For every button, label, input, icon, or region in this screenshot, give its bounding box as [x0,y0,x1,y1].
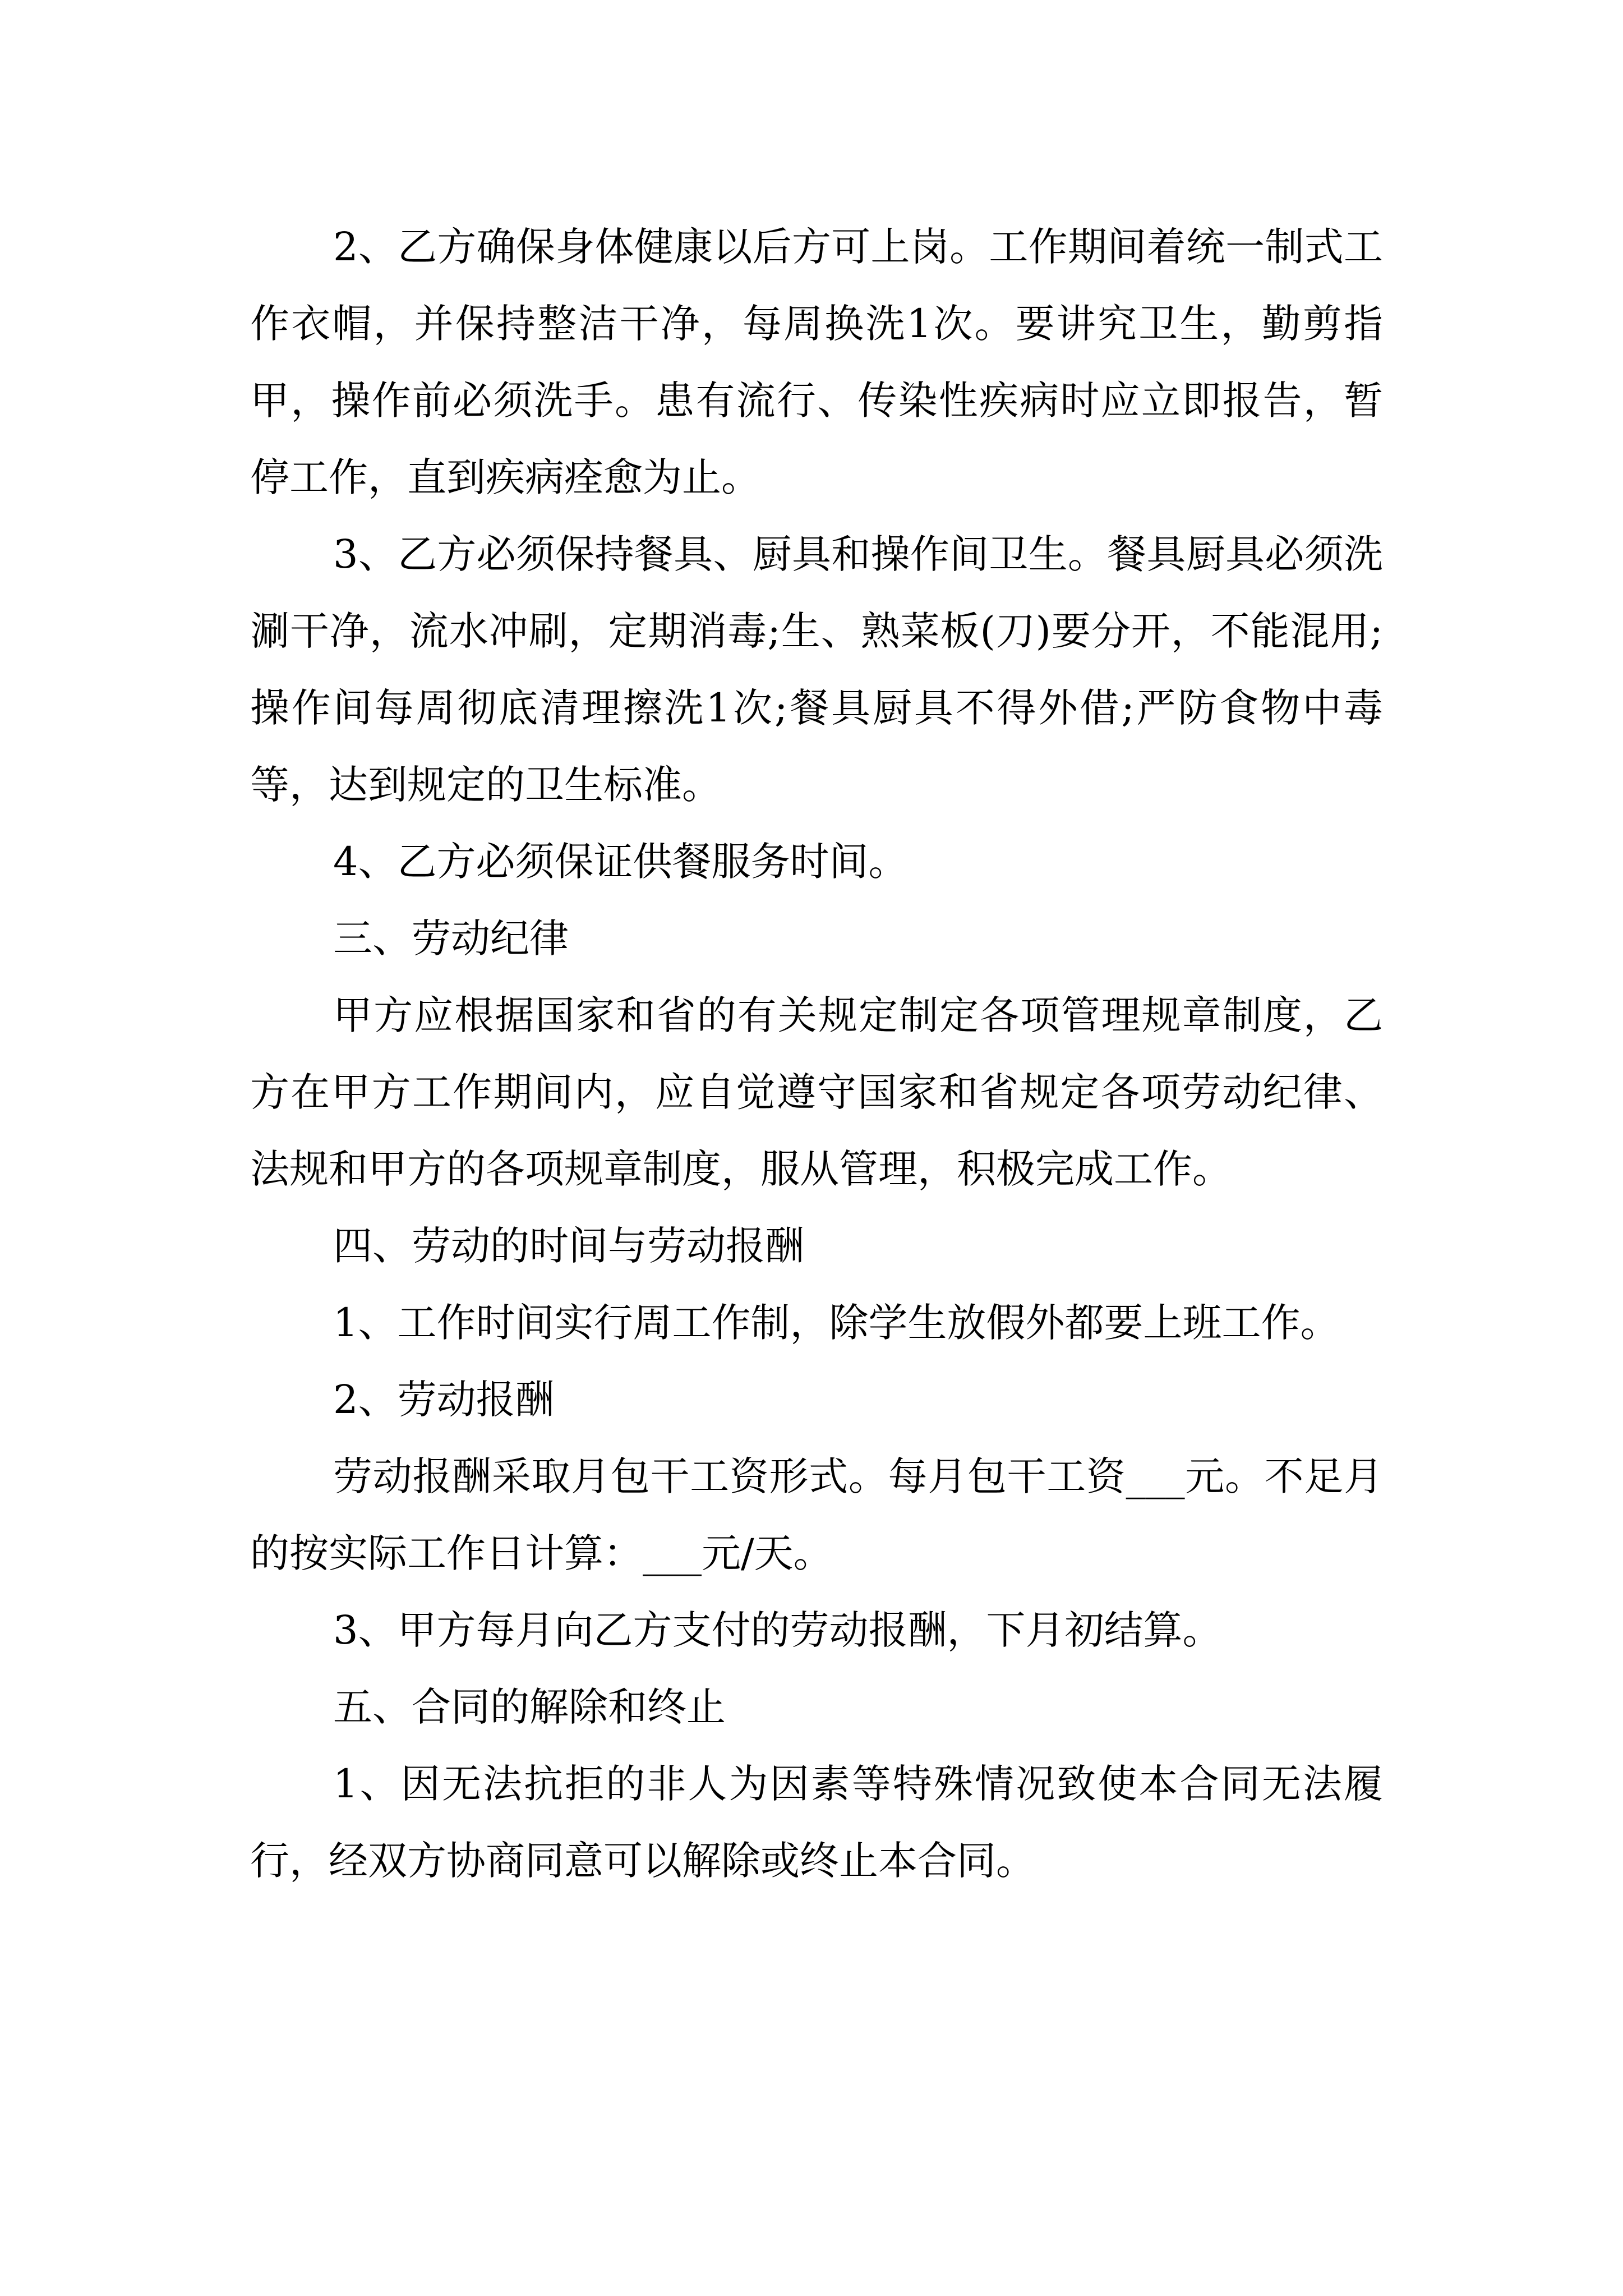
paragraph-labor-discipline: 甲方应根据国家和省的有关规定制定各项管理规章制度，乙方在甲方工作期间内，应自觉遵守国家和省规定各项劳动纪律、法规和甲方的各项规章制度，服从管理，积极完成工作。 [250,992,1383,1192]
paragraph-working-time: 1、工作时间实行周工作制，除学生放假外都要上班工作。 [333,1300,1340,1346]
section-heading-termination: 五、合同的解除和终止 [333,1684,726,1730]
document-page [250,209,1383,1899]
subheading-labor-pay: 2、劳动报酬 [333,1377,555,1423]
paragraph-hygiene-health: 2、乙方确保身体健康以后方可上岗。工作期间着统一制式工作衣帽，并保持整洁干净，每周换洗1次。要讲究卫生，勤剪指甲，操作前必须洗手。患有流行、传染性疾病时应立即报告，暂停工作，直到疾病痊愈为止。 [250,224,1383,500]
section-heading-labor-discipline: 三、劳动纪律 [333,915,569,961]
paragraph-pay-settlement: 3、甲方每月向乙方支付的劳动报酬，下月初结算。 [333,1607,1222,1653]
section-heading-time-and-pay: 四、劳动的时间与劳动报酬 [333,1223,804,1269]
paragraph-service-time: 4、乙方必须保证供餐服务时间。 [333,839,908,885]
paragraph-hygiene-utensils: 3、乙方必须保持餐具、厨具和操作间卫生。餐具厨具必须洗涮干净，流水冲刷，定期消毒;生、熟菜板(刀)要分开，不能混用;操作间每周彻底清理擦洗1次;餐具厨具不得外借;严防食物中毒等，达到规定的卫生标准。 [250,531,1383,808]
paragraph-pay-form: 劳动报酬采取月包干工资形式。每月包干工资___元。不足月的按实际工作日计算：___元/天。 [250,1453,1383,1576]
paragraph-termination-force-majeure: 1、因无法抗拒的非人为因素等特殊情况致使本合同无法履行，经双方协商同意可以解除或终止本合同。 [250,1761,1383,1884]
